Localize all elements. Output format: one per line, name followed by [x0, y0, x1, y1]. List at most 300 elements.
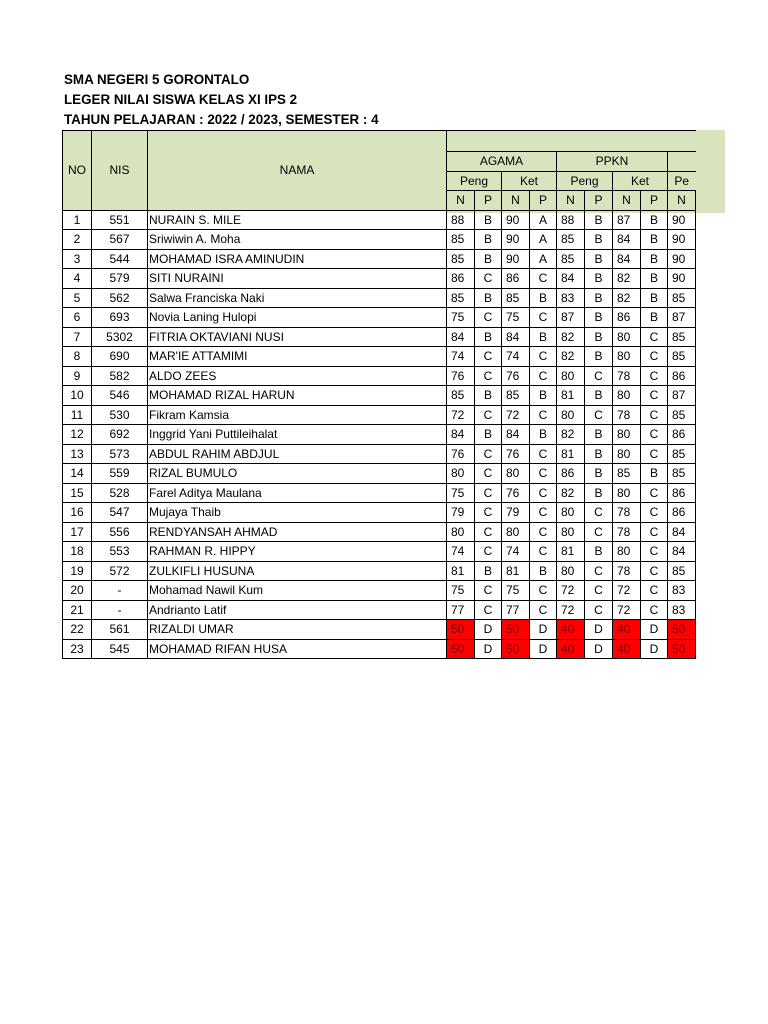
cell-agama-ket-n: 90 [502, 210, 530, 230]
cell-agama-peng-n: 74 [447, 542, 475, 562]
cell-agama-peng-p: B [475, 327, 502, 347]
cell-agama-peng-n: 85 [447, 249, 475, 269]
cell-ppkn-peng-p: B [585, 288, 613, 308]
cell-ppkn-ket-n: 80 [613, 386, 641, 406]
cell-nama: RAHMAN R. HIPPY [148, 542, 447, 562]
cell-agama-peng-p: C [475, 444, 502, 464]
cell-agama-peng-p: B [475, 288, 502, 308]
subject-header-next [668, 152, 696, 172]
cell-agama-peng-p: D [475, 620, 502, 640]
cell-ppkn-ket-n: 78 [613, 561, 641, 581]
cell-agama-peng-p: B [475, 561, 502, 581]
cell-ppkn-ket-n: 80 [613, 542, 641, 562]
cell-agama-ket-p: C [530, 600, 557, 620]
cell-agama-peng-n: 76 [447, 444, 475, 464]
cell-agama-peng-n: 85 [447, 230, 475, 250]
cell-ppkn-ket-p: C [641, 561, 668, 581]
cell-nis: 567 [92, 230, 148, 250]
cell-ppkn-ket-n: 80 [613, 444, 641, 464]
cell-ppkn-peng-p: C [585, 600, 613, 620]
cell-nis: 690 [92, 347, 148, 367]
cell-ppkn-peng-n: 85 [557, 249, 585, 269]
cell-agama-ket-n: 50 [502, 639, 530, 659]
table-row [63, 230, 696, 250]
cell-nama: MAR'IE ATTAMIMI [148, 347, 447, 367]
ppkn-ket-p: P [641, 191, 668, 211]
cell-ppkn-ket-p: B [641, 210, 668, 230]
agama-peng-n: N [447, 191, 475, 211]
cell-nama: Inggrid Yani Puttileihalat [148, 425, 447, 445]
cell-agama-ket-n: 85 [502, 288, 530, 308]
cell-next-peng-n: 85 [668, 561, 696, 581]
cell-ppkn-peng-n: 87 [557, 308, 585, 328]
cell-agama-ket-n: 80 [502, 522, 530, 542]
agama-peng-p: P [475, 191, 502, 211]
cell-no: 8 [63, 347, 92, 367]
cell-agama-ket-p: C [530, 542, 557, 562]
cell-ppkn-peng-n: 72 [557, 600, 585, 620]
cell-ppkn-ket-n: 78 [613, 405, 641, 425]
cell-agama-ket-p: D [530, 639, 557, 659]
cell-ppkn-ket-p: C [641, 366, 668, 386]
cell-agama-peng-n: 80 [447, 522, 475, 542]
table-row [63, 600, 696, 620]
cell-ppkn-peng-p: B [585, 542, 613, 562]
cell-nis: 545 [92, 639, 148, 659]
cell-nis: 573 [92, 444, 148, 464]
cell-ppkn-ket-n: 86 [613, 308, 641, 328]
cell-agama-peng-n: 80 [447, 464, 475, 484]
cell-ppkn-peng-p: B [585, 327, 613, 347]
cell-ppkn-ket-p: C [641, 600, 668, 620]
cell-nama: Sriwiwin A. Moha [148, 230, 447, 250]
table-header [63, 131, 696, 211]
academic-period: TAHUN PELAJARAN : 2022 / 2023, SEMESTER : 4 [64, 112, 379, 127]
cell-ppkn-ket-n: 87 [613, 210, 641, 230]
cell-agama-ket-p: A [530, 210, 557, 230]
cell-no: 21 [63, 600, 92, 620]
cell-ppkn-peng-p: D [585, 620, 613, 640]
cell-agama-peng-p: C [475, 347, 502, 367]
cell-nis: 544 [92, 249, 148, 269]
cell-nis: 562 [92, 288, 148, 308]
cell-no: 9 [63, 366, 92, 386]
cell-ppkn-peng-p: B [585, 230, 613, 250]
cell-ppkn-peng-p: B [585, 269, 613, 289]
cell-no: 13 [63, 444, 92, 464]
cell-ppkn-peng-n: 81 [557, 386, 585, 406]
cell-agama-ket-n: 79 [502, 503, 530, 523]
cell-ppkn-ket-n: 82 [613, 288, 641, 308]
cell-ppkn-ket-p: C [641, 483, 668, 503]
cell-ppkn-peng-n: 84 [557, 269, 585, 289]
cell-ppkn-peng-p: C [585, 405, 613, 425]
cell-ppkn-peng-p: B [585, 386, 613, 406]
cell-ppkn-ket-n: 40 [613, 620, 641, 640]
cell-agama-ket-n: 74 [502, 542, 530, 562]
cell-ppkn-ket-p: C [641, 444, 668, 464]
table-row [63, 425, 696, 445]
cell-ppkn-ket-n: 72 [613, 581, 641, 601]
cell-ppkn-ket-p: D [641, 639, 668, 659]
cell-agama-peng-n: 85 [447, 288, 475, 308]
table-row [63, 269, 696, 289]
cell-no: 7 [63, 327, 92, 347]
table-row [63, 581, 696, 601]
cell-agama-peng-p: C [475, 405, 502, 425]
cell-next-peng-n: 85 [668, 327, 696, 347]
cell-agama-ket-p: C [530, 347, 557, 367]
cell-nama: SITI NURAINI [148, 269, 447, 289]
cell-nis: 528 [92, 483, 148, 503]
grade-table [62, 130, 696, 659]
cell-agama-ket-p: C [530, 308, 557, 328]
cell-next-peng-n: 86 [668, 425, 696, 445]
cell-agama-peng-n: 84 [447, 327, 475, 347]
cell-agama-ket-p: B [530, 327, 557, 347]
cell-ppkn-ket-p: C [641, 581, 668, 601]
cell-agama-peng-n: 79 [447, 503, 475, 523]
cell-agama-peng-p: B [475, 249, 502, 269]
cell-nama: Salwa Franciska Naki [148, 288, 447, 308]
cell-next-peng-n: 84 [668, 522, 696, 542]
cell-ppkn-ket-n: 82 [613, 269, 641, 289]
cell-ppkn-ket-p: B [641, 269, 668, 289]
cell-ppkn-ket-n: 78 [613, 366, 641, 386]
cell-ppkn-peng-p: C [585, 522, 613, 542]
cell-no: 12 [63, 425, 92, 445]
cell-ppkn-ket-p: C [641, 327, 668, 347]
cell-ppkn-peng-n: 82 [557, 347, 585, 367]
col-header-nis: NIS [92, 131, 148, 211]
cell-agama-peng-n: 50 [447, 639, 475, 659]
cell-ppkn-peng-n: 81 [557, 444, 585, 464]
cell-ppkn-peng-p: C [585, 561, 613, 581]
agama-ket-n: N [502, 191, 530, 211]
header-blank-band [447, 131, 696, 152]
cell-agama-peng-p: C [475, 522, 502, 542]
cell-agama-ket-n: 90 [502, 230, 530, 250]
cell-agama-peng-n: 75 [447, 483, 475, 503]
cell-agama-ket-n: 80 [502, 464, 530, 484]
cell-agama-ket-n: 76 [502, 444, 530, 464]
table-row [63, 639, 696, 659]
cell-next-peng-n: 85 [668, 288, 696, 308]
cell-no: 20 [63, 581, 92, 601]
cell-nama: Mohamad Nawil Kum [148, 581, 447, 601]
cell-nis: - [92, 581, 148, 601]
cell-ppkn-peng-n: 80 [557, 366, 585, 386]
cell-nis: 547 [92, 503, 148, 523]
cell-agama-peng-n: 74 [447, 347, 475, 367]
cell-ppkn-ket-n: 78 [613, 503, 641, 523]
col-header-nama: NAMA [148, 131, 447, 211]
cell-agama-ket-p: A [530, 230, 557, 250]
ppkn-ket-n: N [613, 191, 641, 211]
cell-agama-peng-n: 76 [447, 366, 475, 386]
cell-ppkn-peng-p: B [585, 464, 613, 484]
cell-next-peng-n: 85 [668, 405, 696, 425]
cell-ppkn-peng-n: 40 [557, 620, 585, 640]
cell-next-peng-n: 83 [668, 581, 696, 601]
col-header-no: NO [63, 131, 92, 211]
cell-ppkn-ket-n: 78 [613, 522, 641, 542]
table-row [63, 483, 696, 503]
table-row [63, 210, 696, 230]
agama-ket-p: P [530, 191, 557, 211]
cell-agama-ket-p: C [530, 405, 557, 425]
cell-ppkn-peng-p: D [585, 639, 613, 659]
cell-ppkn-ket-p: B [641, 464, 668, 484]
cell-agama-peng-p: C [475, 269, 502, 289]
table-row [63, 366, 696, 386]
cell-nama: RIZAL BUMULO [148, 464, 447, 484]
cell-no: 5 [63, 288, 92, 308]
cell-next-peng-n: 86 [668, 503, 696, 523]
cell-next-peng-n: 83 [668, 600, 696, 620]
table-row [63, 620, 696, 640]
cell-next-peng-n: 86 [668, 483, 696, 503]
cell-ppkn-peng-n: 80 [557, 522, 585, 542]
cell-ppkn-peng-p: B [585, 308, 613, 328]
cell-agama-ket-n: 85 [502, 386, 530, 406]
cell-agama-ket-n: 86 [502, 269, 530, 289]
cell-nama: RENDYANSAH AHMAD [148, 522, 447, 542]
cell-nis: - [92, 600, 148, 620]
cell-nis: 692 [92, 425, 148, 445]
cell-ppkn-peng-n: 82 [557, 327, 585, 347]
cell-ppkn-ket-p: C [641, 347, 668, 367]
cell-nama: ALDO ZEES [148, 366, 447, 386]
cell-no: 22 [63, 620, 92, 640]
cell-nis: 5302 [92, 327, 148, 347]
table-row [63, 561, 696, 581]
table-row [63, 522, 696, 542]
cell-nis: 546 [92, 386, 148, 406]
cell-ppkn-ket-p: C [641, 405, 668, 425]
cell-next-peng-n: 87 [668, 386, 696, 406]
cell-ppkn-peng-n: 80 [557, 405, 585, 425]
cell-agama-peng-n: 75 [447, 581, 475, 601]
cell-ppkn-peng-n: 83 [557, 288, 585, 308]
cell-agama-peng-n: 50 [447, 620, 475, 640]
cell-agama-ket-n: 74 [502, 347, 530, 367]
cell-no: 1 [63, 210, 92, 230]
cell-nama: MOHAMAD RIFAN HUSA [148, 639, 447, 659]
table-row [63, 347, 696, 367]
cell-agama-ket-n: 81 [502, 561, 530, 581]
cell-next-peng-n: 50 [668, 639, 696, 659]
cell-agama-peng-n: 88 [447, 210, 475, 230]
cell-agama-peng-p: B [475, 425, 502, 445]
cell-ppkn-ket-n: 85 [613, 464, 641, 484]
cell-ppkn-peng-p: B [585, 425, 613, 445]
cell-agama-peng-p: C [475, 366, 502, 386]
cell-agama-peng-p: C [475, 503, 502, 523]
cell-ppkn-peng-n: 81 [557, 542, 585, 562]
cell-ppkn-ket-n: 80 [613, 483, 641, 503]
cell-agama-peng-p: C [475, 464, 502, 484]
cell-ppkn-peng-p: B [585, 483, 613, 503]
cell-next-peng-n: 87 [668, 308, 696, 328]
cell-ppkn-ket-p: B [641, 249, 668, 269]
table-row [63, 308, 696, 328]
cell-nis: 693 [92, 308, 148, 328]
ppkn-peng-n: N [557, 191, 585, 211]
table-row [63, 288, 696, 308]
cell-nis: 556 [92, 522, 148, 542]
cell-ppkn-ket-p: B [641, 230, 668, 250]
cell-agama-peng-p: C [475, 483, 502, 503]
cell-next-peng-n: 90 [668, 210, 696, 230]
cell-agama-peng-p: C [475, 581, 502, 601]
cell-nama: Farel Aditya Maulana [148, 483, 447, 503]
table-row [63, 249, 696, 269]
cell-ppkn-peng-n: 88 [557, 210, 585, 230]
cell-ppkn-ket-p: D [641, 620, 668, 640]
cell-no: 10 [63, 386, 92, 406]
cell-no: 17 [63, 522, 92, 542]
cell-ppkn-ket-p: C [641, 503, 668, 523]
cell-ppkn-ket-n: 80 [613, 425, 641, 445]
cell-agama-ket-p: D [530, 620, 557, 640]
table-row [63, 464, 696, 484]
cell-ppkn-peng-p: B [585, 347, 613, 367]
cell-nis: 582 [92, 366, 148, 386]
subject-header-agama: AGAMA [447, 152, 557, 172]
cell-ppkn-peng-p: B [585, 210, 613, 230]
cell-agama-ket-p: C [530, 269, 557, 289]
cell-agama-peng-n: 86 [447, 269, 475, 289]
cell-nis: 551 [92, 210, 148, 230]
cell-no: 23 [63, 639, 92, 659]
table-row [63, 444, 696, 464]
ppkn-peng-p: P [585, 191, 613, 211]
cell-nama: Andrianto Latif [148, 600, 447, 620]
cell-agama-ket-p: C [530, 503, 557, 523]
table-body [63, 210, 696, 659]
cell-ppkn-ket-n: 80 [613, 327, 641, 347]
cell-nama: Fikram Kamsia [148, 405, 447, 425]
cell-no: 11 [63, 405, 92, 425]
school-name: SMA NEGERI 5 GORONTALO [64, 72, 250, 87]
cell-no: 18 [63, 542, 92, 562]
cell-nama: ABDUL RAHIM ABDJUL [148, 444, 447, 464]
cell-agama-ket-p: B [530, 561, 557, 581]
cell-next-peng-n: 86 [668, 366, 696, 386]
cell-agama-peng-n: 72 [447, 405, 475, 425]
cell-no: 19 [63, 561, 92, 581]
cell-ppkn-peng-n: 40 [557, 639, 585, 659]
cell-ppkn-peng-n: 80 [557, 561, 585, 581]
cell-agama-peng-n: 81 [447, 561, 475, 581]
cell-agama-ket-n: 84 [502, 327, 530, 347]
cell-ppkn-ket-p: C [641, 425, 668, 445]
cell-ppkn-peng-n: 86 [557, 464, 585, 484]
cell-agama-ket-p: B [530, 386, 557, 406]
cell-ppkn-peng-n: 82 [557, 425, 585, 445]
cell-agama-ket-p: B [530, 288, 557, 308]
cell-agama-peng-p: B [475, 230, 502, 250]
cell-next-peng-n: 90 [668, 230, 696, 250]
cell-agama-ket-n: 77 [502, 600, 530, 620]
cell-next-peng-n: 85 [668, 444, 696, 464]
leger-title: LEGER NILAI SISWA KELAS XI IPS 2 [64, 92, 298, 107]
cell-nama: Novia Laning Hulopi [148, 308, 447, 328]
ppkn-ket-header: Ket [613, 171, 668, 191]
cell-ppkn-peng-n: 82 [557, 483, 585, 503]
cell-agama-peng-n: 77 [447, 600, 475, 620]
cell-next-peng-n: 90 [668, 269, 696, 289]
cell-no: 2 [63, 230, 92, 250]
cell-agama-ket-p: C [530, 581, 557, 601]
cell-nama: FITRIA OKTAVIANI NUSI [148, 327, 447, 347]
cell-next-peng-n: 50 [668, 620, 696, 640]
cell-agama-peng-p: C [475, 600, 502, 620]
cell-agama-ket-p: A [530, 249, 557, 269]
cell-ppkn-ket-p: C [641, 386, 668, 406]
cell-agama-ket-p: C [530, 366, 557, 386]
cell-ppkn-peng-p: B [585, 444, 613, 464]
cell-nis: 561 [92, 620, 148, 640]
cell-nama: RIZALDI UMAR [148, 620, 447, 640]
cell-ppkn-ket-p: C [641, 542, 668, 562]
cell-agama-peng-p: C [475, 542, 502, 562]
next-peng-n: N [668, 191, 696, 211]
cell-agama-ket-p: C [530, 522, 557, 542]
cell-agama-ket-n: 50 [502, 620, 530, 640]
cell-agama-ket-n: 90 [502, 249, 530, 269]
cell-no: 15 [63, 483, 92, 503]
agama-peng-header: Peng [447, 171, 502, 191]
cell-next-peng-n: 90 [668, 249, 696, 269]
cell-agama-ket-p: C [530, 483, 557, 503]
cell-ppkn-peng-p: B [585, 249, 613, 269]
cell-nis: 530 [92, 405, 148, 425]
cell-next-peng-n: 85 [668, 347, 696, 367]
cell-ppkn-peng-p: C [585, 366, 613, 386]
cell-agama-peng-n: 75 [447, 308, 475, 328]
cell-ppkn-ket-n: 84 [613, 230, 641, 250]
cell-ppkn-ket-p: B [641, 308, 668, 328]
cell-nis: 572 [92, 561, 148, 581]
cell-ppkn-peng-n: 80 [557, 503, 585, 523]
cell-no: 14 [63, 464, 92, 484]
cell-nama: NURAIN S. MILE [148, 210, 447, 230]
cell-ppkn-ket-n: 84 [613, 249, 641, 269]
cell-agama-ket-p: B [530, 425, 557, 445]
next-peng-header: Pe [668, 171, 696, 191]
table-row [63, 542, 696, 562]
cell-no: 3 [63, 249, 92, 269]
ppkn-peng-header: Peng [557, 171, 613, 191]
cell-ppkn-peng-n: 85 [557, 230, 585, 250]
cell-agama-ket-n: 76 [502, 483, 530, 503]
cell-agama-peng-p: B [475, 210, 502, 230]
cell-nama: Mujaya Thaib [148, 503, 447, 523]
cell-nis: 579 [92, 269, 148, 289]
cell-no: 6 [63, 308, 92, 328]
cell-nis: 553 [92, 542, 148, 562]
cell-ppkn-ket-n: 40 [613, 639, 641, 659]
cell-next-peng-n: 85 [668, 464, 696, 484]
cell-ppkn-peng-p: C [585, 503, 613, 523]
cell-ppkn-ket-n: 72 [613, 600, 641, 620]
table-row [63, 386, 696, 406]
cell-agama-ket-n: 75 [502, 308, 530, 328]
table-row [63, 503, 696, 523]
cell-agama-peng-p: B [475, 386, 502, 406]
